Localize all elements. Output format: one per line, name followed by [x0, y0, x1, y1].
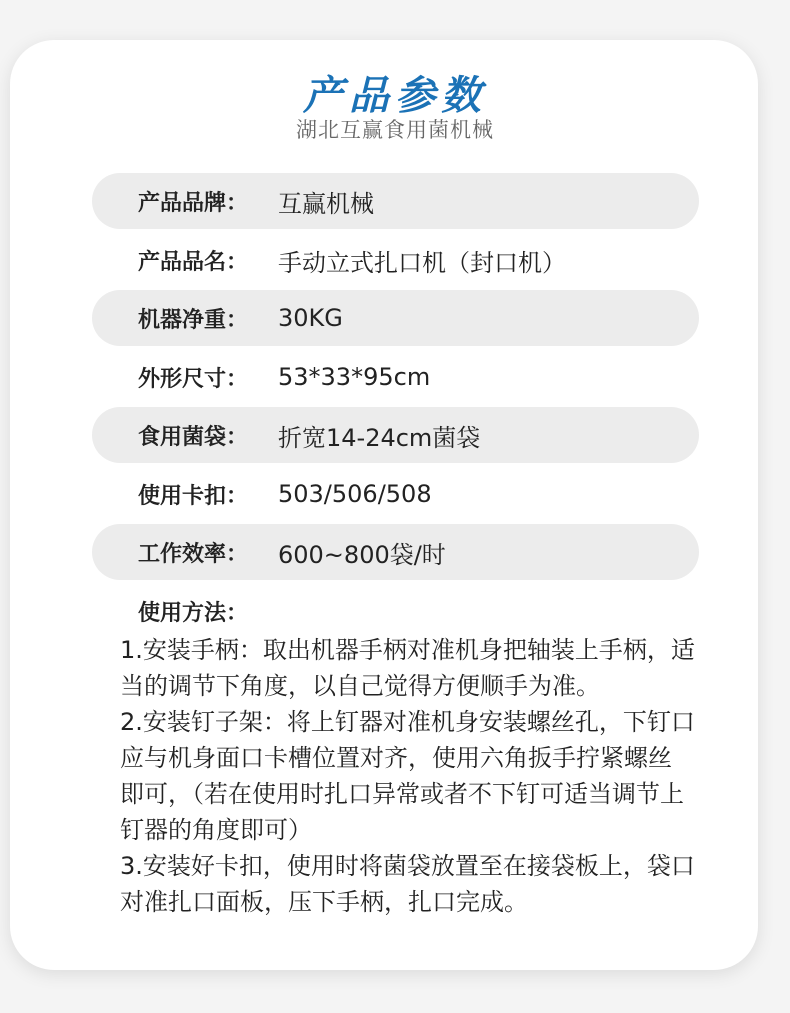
usage-step-2: 2.安装钉子架：将上钉器对准机身安装螺丝孔，下钉口应与机身面口卡槽位置对齐，使用六角扳手拧紧螺丝即可，（若在使用时扎口异常或者不下钉可适当调节上钉器的角度即可）: [120, 708, 695, 844]
spec-label: 工作效率：: [138, 541, 249, 567]
spec-value: 30KG: [278, 304, 343, 332]
spec-row-name: [92, 232, 699, 288]
spec-row-size: [92, 349, 699, 405]
spec-label: 产品品名：: [138, 249, 249, 275]
spec-row-efficiency: [92, 524, 699, 580]
spec-row-brand: [92, 173, 699, 229]
spec-value: 手动立式扎口机（封口机）: [278, 248, 566, 277]
company-subtitle: 湖北互赢食用菌机械: [296, 118, 494, 142]
spec-row-clip: [92, 466, 699, 522]
spec-value: 折宽14-24cm菌袋: [278, 423, 481, 452]
usage-step-3: 3.安装好卡扣，使用时将菌袋放置至在接袋板上，袋口对准扎口面板，压下手柄，扎口完成。: [120, 852, 695, 916]
spec-value: 53*33*95cm: [278, 363, 431, 391]
spec-label: 产品品牌：: [138, 190, 249, 216]
spec-value: 600~800袋/时: [278, 540, 446, 569]
usage-title: 使用方法：: [138, 601, 249, 626]
spec-label: 机器净重：: [138, 307, 249, 333]
spec-row-weight: [92, 290, 699, 346]
spec-label: 外形尺寸：: [138, 366, 249, 392]
spec-label: 使用卡扣：: [138, 483, 249, 509]
spec-value: 503/506/508: [278, 480, 432, 508]
page-title: 产品参数: [303, 73, 487, 119]
usage-step-1: 1.安装手柄：取出机器手柄对准机身把轴装上手柄，适当的调节下角度，以自己觉得方便顺手为准。: [120, 636, 695, 700]
spec-label: 食用菌袋：: [138, 424, 249, 450]
spec-row-bag: [92, 407, 699, 463]
usage-instructions: [120, 632, 695, 920]
spec-value: 互赢机械: [278, 189, 374, 218]
